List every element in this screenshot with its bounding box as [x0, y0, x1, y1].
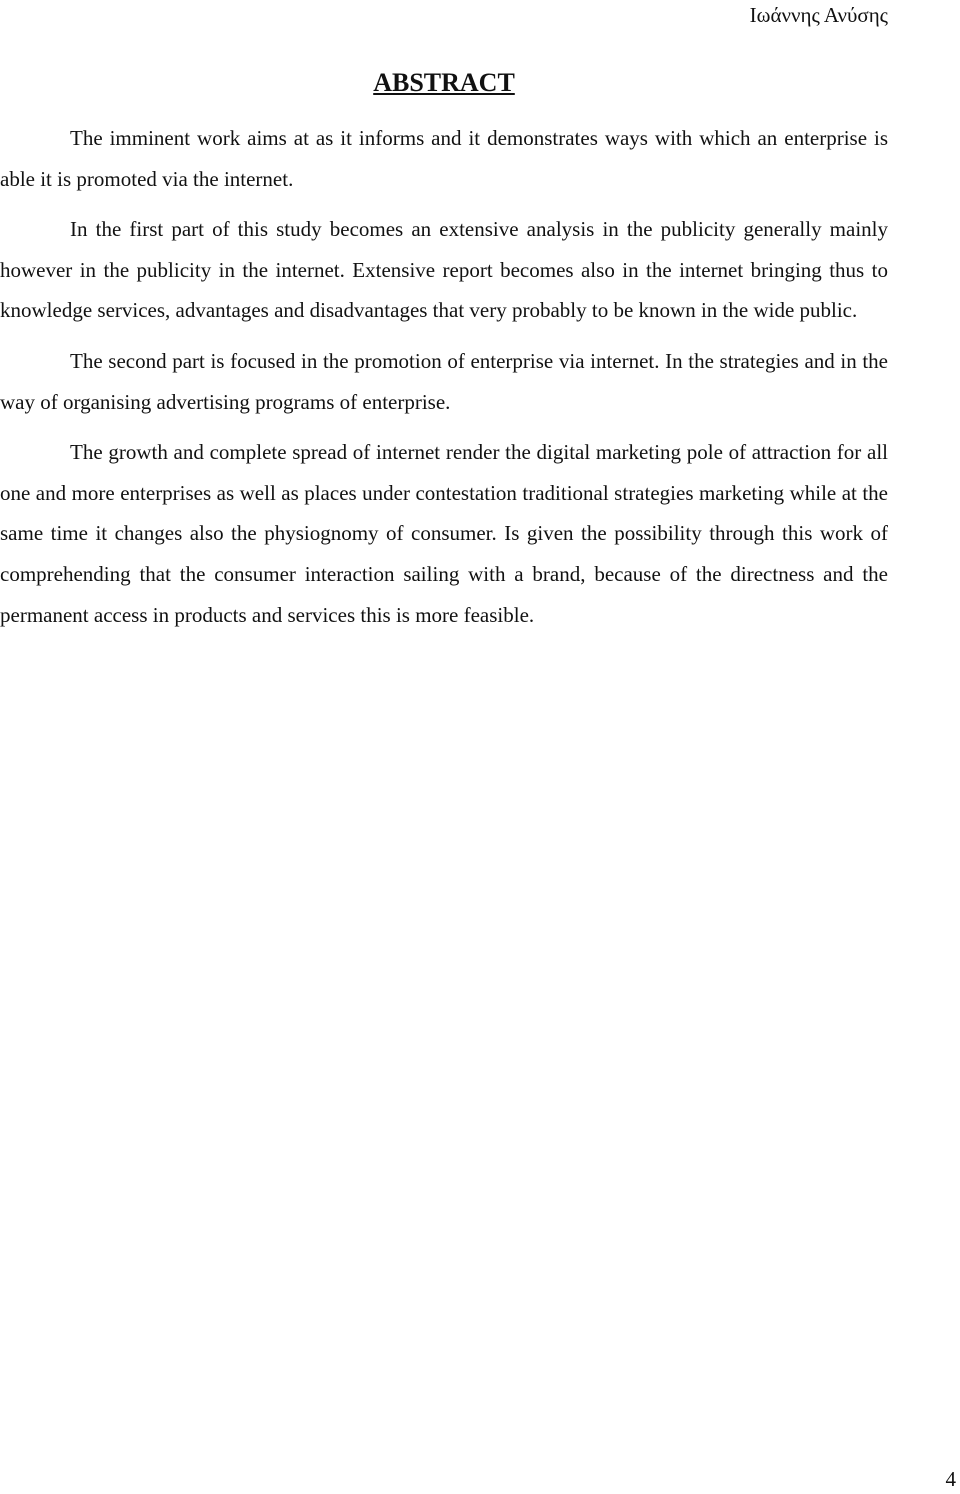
- abstract-paragraph: The second part is focused in the promotion of enterprise via internet. In the strategies and in the way of organising advertising programs of enterprise.: [0, 348, 888, 414]
- abstract-body: [0, 118, 888, 635]
- abstract-paragraph: In the first part of this study becomes an extensive analysis in the publicity generally mainly however in the publicity in the internet. Extensive report becomes also in the internet bringing thus to knowledge services, advantages and disadvantages that very probably to be known in the wide public.: [0, 217, 888, 323]
- page-number: 4: [945, 1467, 956, 1491]
- page-title: ABSTRACT: [373, 68, 515, 97]
- page-header-author: Ιωάννης Ανύσης: [749, 3, 888, 27]
- abstract-paragraph: The imminent work aims at as it informs and it demonstrates ways with which an enterprise is able it is promoted via the internet.: [0, 126, 888, 191]
- abstract-paragraph: The growth and complete spread of internet render the digital marketing pole of attraction for all one and more enterprises as well as places under contestation traditional strategies marketing while at the same time it changes also the physiognomy of consumer. Is given the possibility through this work of comprehending that the consumer interaction sailing with a brand, because of the directness and the permanent access in products and services this is more feasible.: [0, 440, 888, 627]
